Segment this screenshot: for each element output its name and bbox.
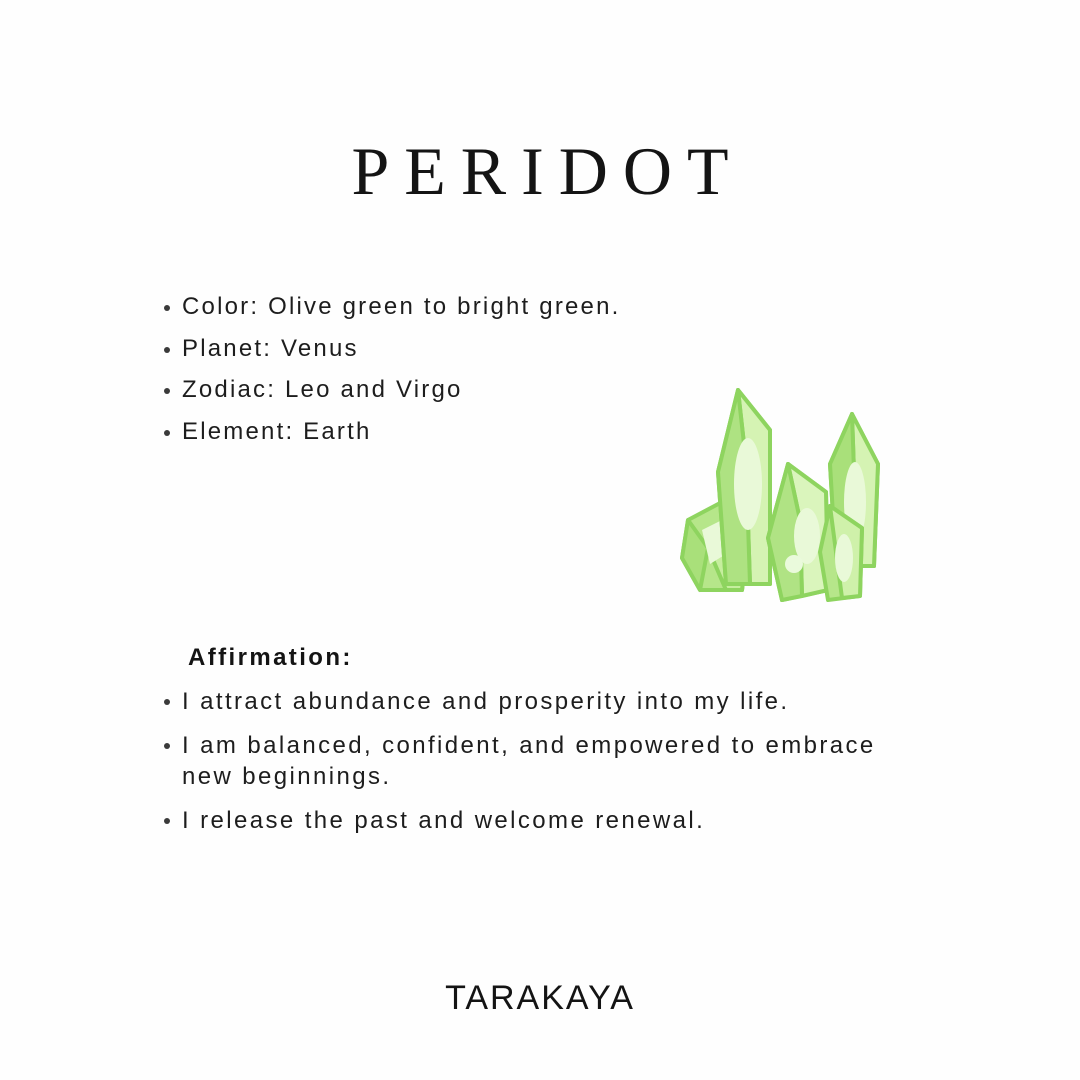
list-item: Planet: Venus: [160, 334, 780, 365]
list-item: I release the past and welcome renewal.: [160, 805, 920, 837]
list-item: Color: Olive green to bright green.: [160, 292, 780, 323]
page-title: PERIDOT: [351, 133, 744, 209]
list-item: I am balanced, confident, and empowered to embrace new beginnings.: [160, 730, 920, 793]
peridot-crystal-cluster-icon: [630, 352, 910, 622]
affirmation-section: [160, 644, 920, 849]
affirmation-heading: Affirmation:: [188, 644, 353, 671]
list-item: I attract abundance and prosperity into my life.: [160, 686, 920, 718]
brand-name: TARAKAYA: [445, 979, 635, 1017]
list-item: Zodiac: Leo and Virgo: [160, 375, 780, 406]
list-item: Element: Earth: [160, 417, 780, 448]
